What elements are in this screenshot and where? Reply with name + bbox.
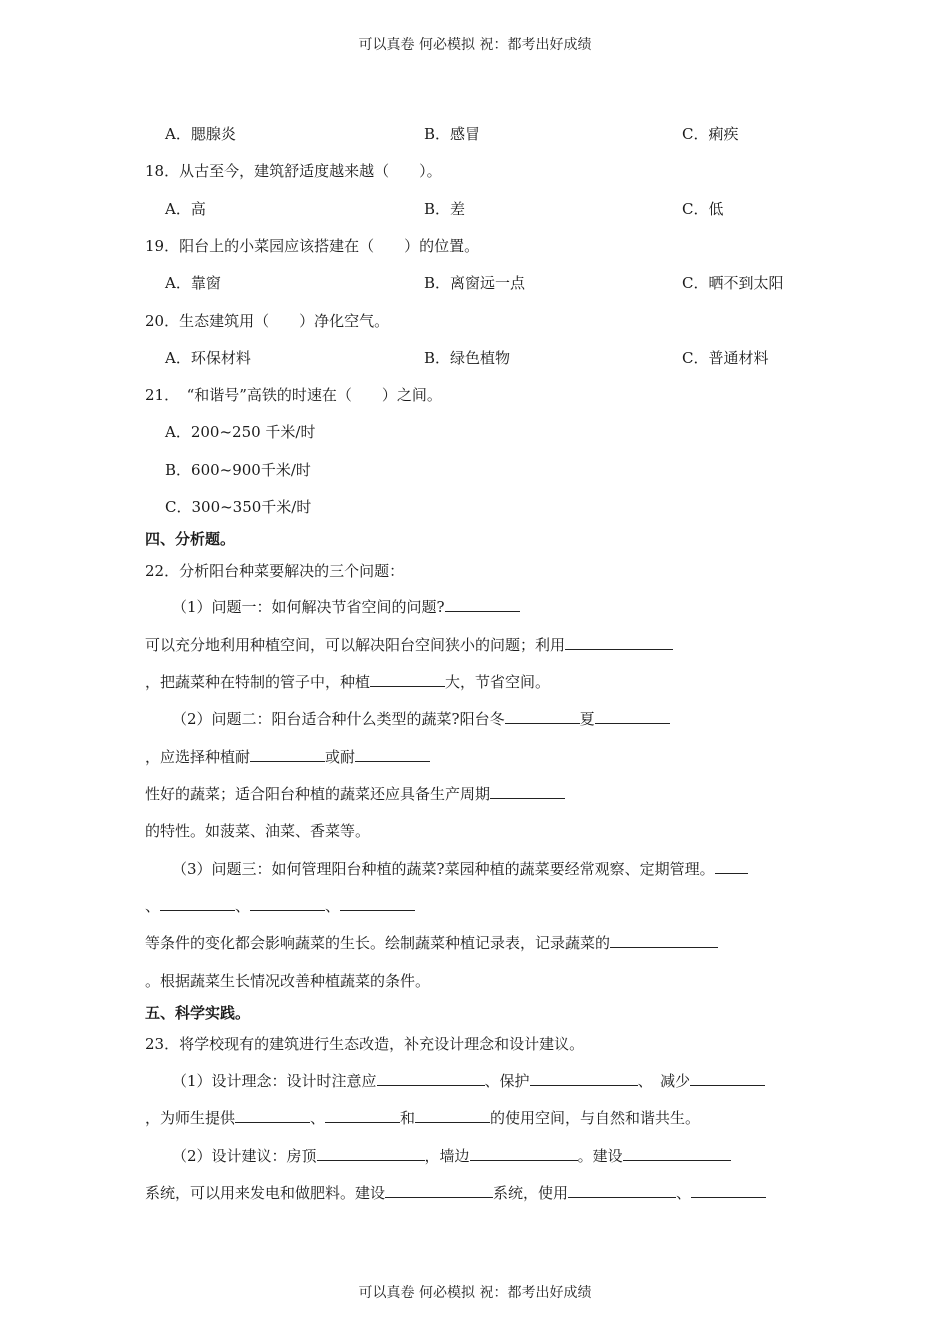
answer-blank[interactable] <box>250 896 325 911</box>
q22-part3-line4: 。根据蔬菜生长情况改善种植蔬菜的条件。 <box>145 972 431 990</box>
q23-part2-text-f: 、 <box>676 1184 692 1202</box>
q23-part1-text-d: ，为师生提供 <box>145 1109 236 1127</box>
q21-option-b: B．600~900千米/时 <box>165 461 311 479</box>
q20-option-a: A．环保材料 <box>165 349 251 367</box>
q22-part3-line2 <box>145 895 415 917</box>
section-practice-heading: 五、科学实践。 <box>145 1004 251 1022</box>
q22-part1-line3 <box>145 671 550 693</box>
q21-option-a: A．200~250 千米/时 <box>165 423 316 441</box>
answer-blank[interactable] <box>377 1071 485 1086</box>
q22-part2-text-b: 夏 <box>579 710 595 728</box>
answer-blank[interactable] <box>623 1146 731 1161</box>
q22-part2-line3 <box>145 783 565 805</box>
q23-part1-text-g: 的使用空间，与自然和谐共生。 <box>490 1109 701 1127</box>
q22-part3-text-c: 等条件的变化都会影响蔬菜的生长。绘制蔬菜种植记录表，记录蔬菜的 <box>145 934 611 952</box>
q17-option-a: A．腮腺炎 <box>165 125 236 143</box>
q18-stem: 18．从古至今，建筑舒适度越来越（ ）。 <box>145 162 442 180</box>
q23-part2-text-b: ，墙边 <box>424 1147 470 1165</box>
answer-blank[interactable] <box>250 747 325 762</box>
answer-blank[interactable] <box>505 709 580 724</box>
q21-option-c: C．300~350千米/时 <box>165 498 312 516</box>
q22-part2-question <box>172 708 670 730</box>
answer-blank[interactable] <box>445 597 520 612</box>
q22-part1-text2: 可以充分地利用种植空间，可以解决阳台空间狭小的问题；利用 <box>145 636 566 654</box>
q22-part3-sep: 、 <box>235 897 251 915</box>
answer-blank[interactable] <box>490 784 565 799</box>
q18-option-c: C．低 <box>682 200 724 218</box>
q23-stem: 23．将学校现有的建筑进行生态改造，补充设计理念和设计建议。 <box>145 1035 585 1053</box>
answer-blank[interactable] <box>355 747 430 762</box>
q22-part1-text: （1）问题一：如何解决节省空间的问题? <box>172 598 445 616</box>
q23-part1-line1 <box>172 1070 765 1092</box>
answer-blank[interactable] <box>610 933 718 948</box>
q22-part1-text3b: 大，节省空间。 <box>445 673 551 691</box>
answer-blank[interactable] <box>415 1108 490 1123</box>
section-analysis-heading: 四、分析题。 <box>145 530 236 548</box>
q22-part2-line4: 的特性。如菠菜、油菜、香菜等。 <box>145 822 371 840</box>
q23-part2-text-c: 。建设 <box>577 1147 623 1165</box>
q23-part2-line1 <box>172 1145 731 1167</box>
answer-blank[interactable] <box>370 672 445 687</box>
q20-option-c: C．普通材料 <box>682 349 769 367</box>
answer-blank[interactable] <box>595 709 670 724</box>
q22-part3-question <box>172 858 748 880</box>
answer-blank[interactable] <box>565 635 673 650</box>
q23-part2-line2 <box>145 1182 766 1204</box>
q22-stem: 22．分析阳台种菜要解决的三个问题： <box>145 562 405 580</box>
q19-option-a: A．靠窗 <box>165 274 221 292</box>
q18-option-b: B．差 <box>424 200 466 218</box>
q22-part2-text-d: 或耐 <box>325 748 356 766</box>
answer-blank[interactable] <box>317 1146 425 1161</box>
q17-option-c: C．痢疾 <box>682 125 739 143</box>
q23-part1-text-f: 和 <box>400 1109 416 1127</box>
q22-part3-line3 <box>145 932 718 954</box>
answer-blank[interactable] <box>691 1183 766 1198</box>
q23-part1-text-e: 、 <box>310 1109 326 1127</box>
q23-part2-text-d: 系统，可以用来发电和做肥料。建设 <box>145 1184 386 1202</box>
q20-option-b: B．绿色植物 <box>424 349 511 367</box>
page-header: 可以真卷 何必模拟 祝：都考出好成绩 <box>358 37 592 53</box>
answer-blank[interactable] <box>235 1108 310 1123</box>
q19-option-b: B．离窗远一点 <box>424 274 526 292</box>
answer-blank[interactable] <box>690 1071 765 1086</box>
q22-part1-text3a: ，把蔬菜种在特制的管子中，种植 <box>145 673 371 691</box>
q17-option-b: B．感冒 <box>424 125 481 143</box>
q21-stem: 21． “和谐号”高铁的时速在（ ）之间。 <box>145 386 442 404</box>
answer-blank[interactable] <box>385 1183 493 1198</box>
q22-part2-text-c: ，应选择种植耐 <box>145 748 251 766</box>
answer-blank[interactable] <box>530 1071 638 1086</box>
q22-part1-line2 <box>145 634 673 656</box>
q22-part1-question <box>172 596 520 618</box>
answer-blank[interactable] <box>715 859 748 874</box>
q23-part1-text-a: （1）设计理念：设计时注意应 <box>172 1072 377 1090</box>
page-footer: 可以真卷 何必模拟 祝：都考出好成绩 <box>358 1285 592 1301</box>
q22-part3-sep: 、 <box>145 897 161 915</box>
q23-part1-text-c: 、 减少 <box>637 1072 691 1090</box>
q23-part2-text-e: 系统，使用 <box>493 1184 569 1202</box>
q20-stem: 20．生态建筑用（ ）净化空气。 <box>145 312 390 330</box>
answer-blank[interactable] <box>568 1183 676 1198</box>
q19-stem: 19．阳台上的小菜园应该搭建在（ ）的位置。 <box>145 237 480 255</box>
q22-part2-text-e: 性好的蔬菜；适合阳台种植的蔬菜还应具备生产周期 <box>145 785 491 803</box>
q22-part2-text-a: （2）问题二：阳台适合种什么类型的蔬菜?阳台冬 <box>172 710 505 728</box>
q19-option-c: C．晒不到太阳 <box>682 274 784 292</box>
q23-part1-line2 <box>145 1107 700 1129</box>
q23-part2-text-a: （2）设计建议：房顶 <box>172 1147 317 1165</box>
answer-blank[interactable] <box>340 896 415 911</box>
answer-blank[interactable] <box>325 1108 400 1123</box>
q23-part1-text-b: 、保护 <box>484 1072 530 1090</box>
q22-part2-line2 <box>145 746 430 768</box>
q22-part3-sep: 、 <box>325 897 341 915</box>
answer-blank[interactable] <box>470 1146 578 1161</box>
q22-part3-text-a: （3）问题三：如何管理阳台种植的蔬菜?菜园种植的蔬菜要经常观察、定期管理。 <box>172 860 715 878</box>
q18-option-a: A．高 <box>165 200 206 218</box>
answer-blank[interactable] <box>160 896 235 911</box>
